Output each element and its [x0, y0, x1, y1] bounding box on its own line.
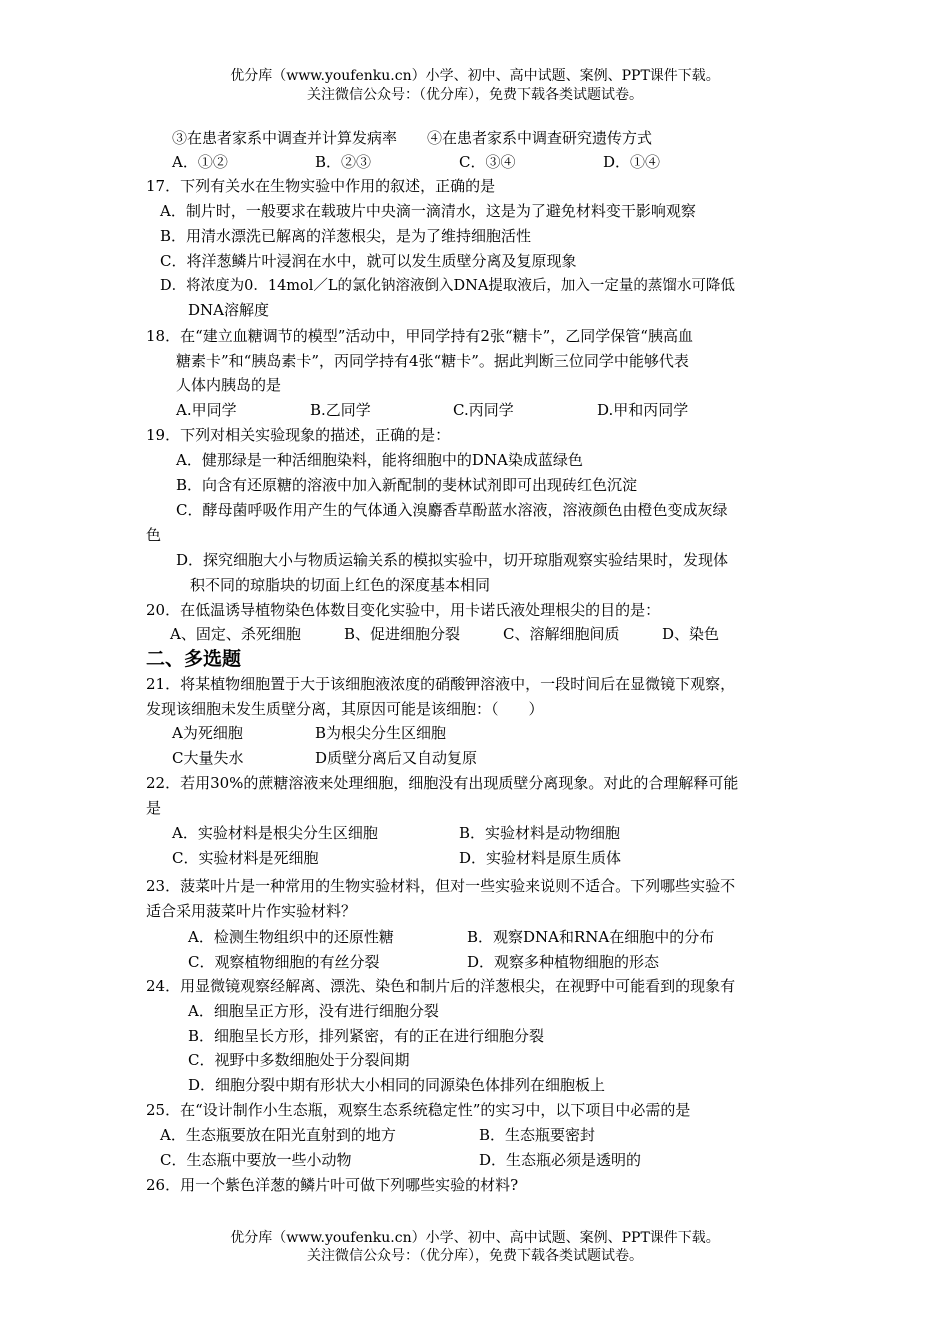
- q20-option-b: B、促进细胞分裂: [344, 625, 461, 643]
- q19-option-d-cont: 积不同的琼脂块的切面上红色的深度基本相同: [190, 576, 491, 594]
- q17-option-d: D．将浓度为0．14mol／L的氯化钠溶液倒入DNA提取液后，加入一定量的蒸馏水可降低: [160, 278, 735, 294]
- q22-option-b: B．实验材料是动物细胞: [459, 824, 621, 842]
- q18-option-c: C.丙同学: [453, 401, 514, 419]
- q19-option-d: D．探究细胞大小与物质运输关系的模拟实验中，切开琼脂观察实验结果时，发现体: [176, 551, 729, 569]
- q25-option-c: C．生态瓶中要放一些小动物: [160, 1151, 352, 1169]
- q17-option-b: B．用清水漂洗已解离的洋葱根尖，是为了维持细胞活性: [160, 227, 532, 245]
- q20-option-c: C、溶解细胞间质: [503, 625, 620, 643]
- q25-option-b: B．生态瓶要密封: [479, 1126, 596, 1144]
- page-header-line1: 优分库（www.youfenku.cn）小学、初中、高中试题、案例、PPT课件下载。: [230, 68, 720, 84]
- q21-stem-1: 21．将某植物细胞置于大于该细胞液浓度的硝酸钾溶液中，一段时间后在显微镜下观察，: [146, 675, 736, 693]
- q25-option-d: D．生态瓶必须是透明的: [479, 1151, 642, 1169]
- q23-option-a: A．检测生物组织中的还原性糖: [188, 928, 394, 946]
- q18-option-b: B.乙同学: [310, 401, 371, 419]
- q24-option-c: C．视野中多数细胞处于分裂间期: [188, 1051, 410, 1069]
- q18-option-a: A.甲同学: [176, 401, 237, 419]
- q24-option-a: A．细胞呈正方形，没有进行细胞分裂: [188, 1002, 439, 1020]
- q23-option-d: D．观察多种植物细胞的形态: [467, 953, 660, 971]
- q22-option-a: A．实验材料是根尖分生区细胞: [172, 824, 378, 842]
- q16-option-d: D．①④: [603, 153, 661, 171]
- q23-option-b: B．观察DNA和RNA在细胞中的分布: [467, 928, 715, 946]
- q20-stem: 20．在低温诱导植物染色体数目变化实验中，用卡诺氏液处理根尖的目的是：: [146, 601, 661, 619]
- q16-option-b: B．②③: [315, 153, 372, 171]
- q21-option-b: B为根尖分生区细胞: [315, 724, 447, 742]
- q21-stem-2: 发现该细胞未发生质壁分离，其原因可能是该细胞：（ ）: [146, 700, 544, 718]
- section-title: 二、多选题: [146, 648, 242, 670]
- q24-option-b: B．细胞呈长方形，排列紧密，有的正在进行细胞分裂: [188, 1027, 545, 1045]
- q24-stem: 24．用显微镜观察经解离、漂洗、染色和制片后的洋葱根尖，在视野中可能看到的现象有: [146, 977, 736, 995]
- q22-stem-2: 是: [146, 799, 162, 817]
- q17-option-a: A．制片时，一般要求在载玻片中央滴一滴清水，这是为了避免材料变干影响观察: [160, 202, 696, 220]
- q26-stem: 26．用一个紫色洋葱的鳞片叶可做下列哪些实验的材料?: [146, 1176, 519, 1194]
- q20-option-d: D、染色: [662, 625, 720, 643]
- q23-option-c: C．观察植物细胞的有丝分裂: [188, 953, 380, 971]
- q22-stem-1: 22．若用30%的蔗糖溶液来处理细胞，细胞没有出现质壁分离现象。对此的合理解释可能: [146, 774, 739, 792]
- q19-option-c-cont: 色: [146, 526, 162, 544]
- q18-stem-2: 糖素卡”和“胰岛素卡”，丙同学持有4张“糖卡”。据此判断三位同学中能够代表: [176, 352, 689, 370]
- q19-option-a: A．健那绿是一种活细胞染料，能将细胞中的DNA染成蓝绿色: [176, 451, 583, 469]
- q24-option-d: D．细胞分裂中期有形状大小相同的同源染色体排列在细胞板上: [188, 1076, 606, 1094]
- q23-stem-2: 适合采用菠菜叶片作实验材料？: [146, 902, 357, 920]
- q21-option-a: A为死细胞: [172, 724, 243, 742]
- q21-option-d: D质壁分离后又自动复原: [315, 749, 478, 767]
- q19-option-b: B．向含有还原糖的溶液中加入新配制的斐林试剂即可出现砖红色沉淀: [176, 476, 638, 494]
- q16-option-c: C．③④: [459, 153, 516, 171]
- q25-stem: 25．在“设计制作小生态瓶，观察生态系统稳定性”的实习中，以下项目中必需的是: [146, 1101, 691, 1119]
- q19-stem: 19．下列对相关实验现象的描述，正确的是：: [146, 426, 451, 444]
- q20-option-a: A、固定、杀死细胞: [170, 625, 301, 643]
- page-footer-line2: 关注微信公众号：（优分库），免费下载各类试题试卷。: [307, 1248, 643, 1264]
- q17-option-c: C．将洋葱鳞片叶浸润在水中，就可以发生质壁分离及复原现象: [160, 252, 577, 270]
- q17-option-d-cont: DNA溶解度: [188, 301, 269, 319]
- q16-option-a: A．①②: [172, 153, 228, 171]
- q18-stem-1: 18．在“建立血糖调节的模型”活动中，甲同学持有2张“糖卡”，乙同学保管“胰高血: [146, 327, 693, 345]
- page-header-line2: 关注微信公众号：（优分库），免费下载各类试题试卷。: [307, 87, 643, 103]
- q23-stem-1: 23．菠菜叶片是一种常用的生物实验材料，但对一些实验来说则不适合。下列哪些实验不: [146, 877, 736, 895]
- page-footer-line1: 优分库（www.youfenku.cn）小学、初中、高中试题、案例、PPT课件下载。: [230, 1230, 720, 1246]
- q22-option-c: C．实验材料是死细胞: [172, 849, 319, 867]
- q22-option-d: D．实验材料是原生质体: [459, 849, 622, 867]
- q21-option-c: C大量失水: [172, 749, 244, 767]
- q16-items: ③在患者家系中调查并计算发病率 ④在患者家系中调查研究遗传方式: [172, 129, 653, 147]
- q25-option-a: A．生态瓶要放在阳光直射到的地方: [160, 1126, 396, 1144]
- q18-option-d: D.甲和丙同学: [597, 401, 689, 419]
- q19-option-c: C．酵母菌呼吸作用产生的气体通入溴麝香草酚蓝水溶液，溶液颜色由橙色变成灰绿: [176, 501, 728, 519]
- q18-stem-3: 人体内胰岛的是: [176, 376, 282, 394]
- q17-stem: 17．下列有关水在生物实验中作用的叙述，正确的是: [146, 177, 496, 195]
